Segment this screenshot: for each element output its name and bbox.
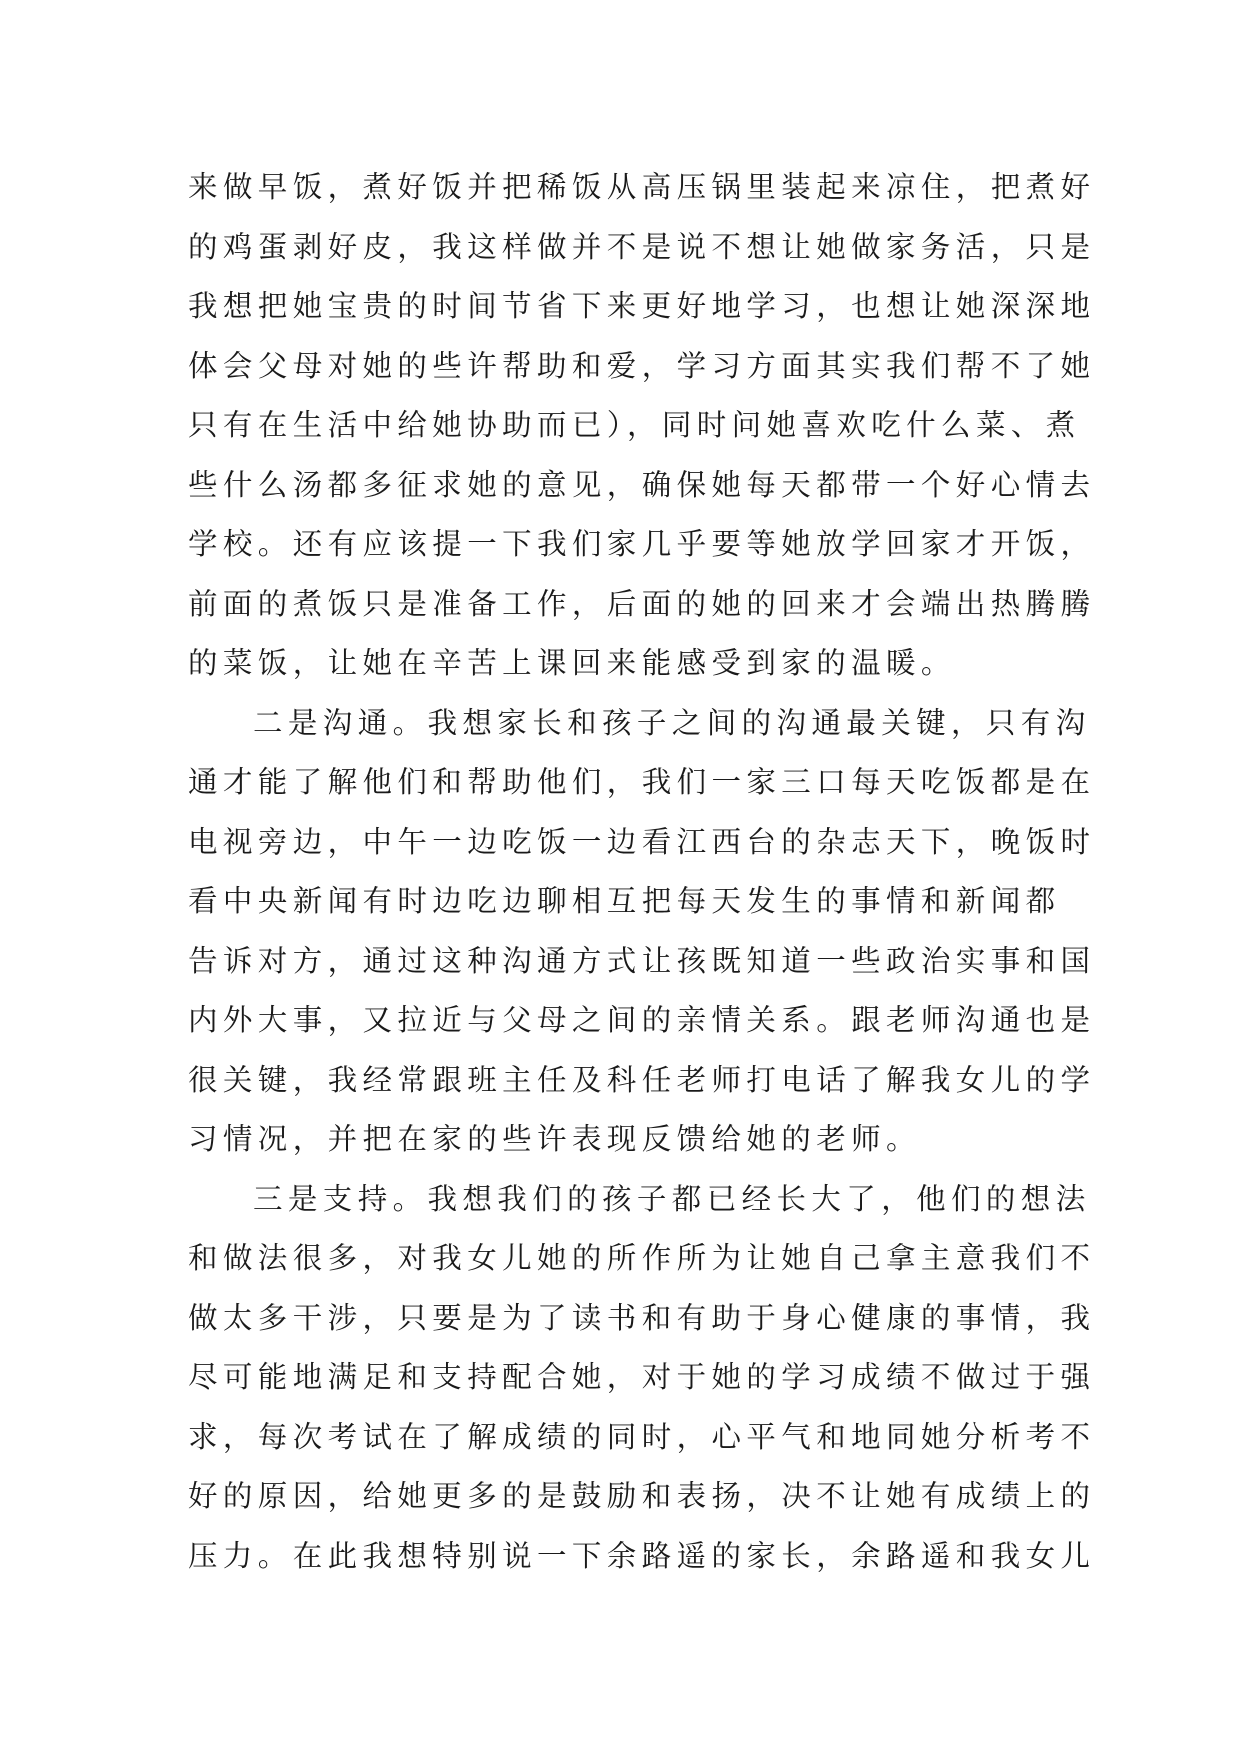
text-line: 好的原因，给她更多的是鼓励和表扬，决不让她有成绩上的 [188, 1479, 1096, 1513]
text-line: 内外大事，又拉近与父母之间的亲情关系。跟老师沟通也是 [188, 1003, 1096, 1037]
text-line: 压力。在此我想特别说一下余路遥的家长，余路遥和我女儿 [188, 1538, 1096, 1573]
text-line: 我想把她宝贵的时间节省下来更好地学习，也想让她深深地 [188, 289, 1096, 323]
text-line: 些什么汤都多征求她的意见，确保她每天都带一个好心情去 [188, 467, 1096, 502]
text-line: 很关键，我经常跟班主任及科任老师打电话了解我女儿的学 [188, 1062, 1096, 1097]
text-line: 前面的煮饭只是准备工作，后面的她的回来才会端出热腾腾 [188, 586, 1096, 621]
text-line: 和做法很多，对我女儿她的所作所为让她自己拿主意我们不 [188, 1241, 1096, 1275]
text-line: 做太多干涉，只要是为了读书和有助于身心健康的事情，我 [188, 1300, 1096, 1335]
text-line: 学校。还有应该提一下我们家几乎要等她放学回家才开饭， [188, 527, 1096, 561]
paragraph-start-line: 二是沟通。我想家长和孩子之间的沟通最关键，只有沟 [253, 705, 1091, 740]
text-line: 只有在生活中给她协助而已），同时问她喜欢吃什么菜、煮 [188, 408, 1081, 442]
text-line: 的鸡蛋剥好皮，我这样做并不是说不想让她做家务活，只是 [188, 229, 1096, 264]
body-text [188, 158, 1096, 1586]
text-line: 通才能了解他们和帮助他们，我们一家三口每天吃饭都是在 [188, 765, 1096, 799]
text-line: 习情况，并把在家的些许表现反馈给她的老师。 [188, 1122, 921, 1156]
text-line: 体会父母对她的些许帮助和爱，学习方面其实我们帮不了她 [188, 348, 1096, 383]
paragraph-start-line: 三是支持。我想我们的孩子都已经长大了，他们的想法 [253, 1181, 1091, 1216]
text-line: 求，每次考试在了解成绩的同时，心平气和地同她分析考不 [188, 1419, 1096, 1454]
text-line: 看中央新闻有时边吃边聊相互把每天发生的事情和新闻都 [188, 884, 1061, 918]
text-line: 来做早饭，煮好饭并把稀饭从高压锅里装起来凉住，把煮好 [188, 170, 1096, 204]
text-line: 的菜饭，让她在辛苦上课回来能感受到家的温暖。 [188, 646, 956, 680]
text-line: 告诉对方，通过这种沟通方式让孩既知道一些政治实事和国 [188, 943, 1096, 978]
text-line: 电视旁边，中午一边吃饭一边看江西台的杂志天下，晚饭时 [188, 824, 1096, 859]
text-line: 尽可能地满足和支持配合她，对于她的学习成绩不做过于强 [188, 1360, 1096, 1394]
